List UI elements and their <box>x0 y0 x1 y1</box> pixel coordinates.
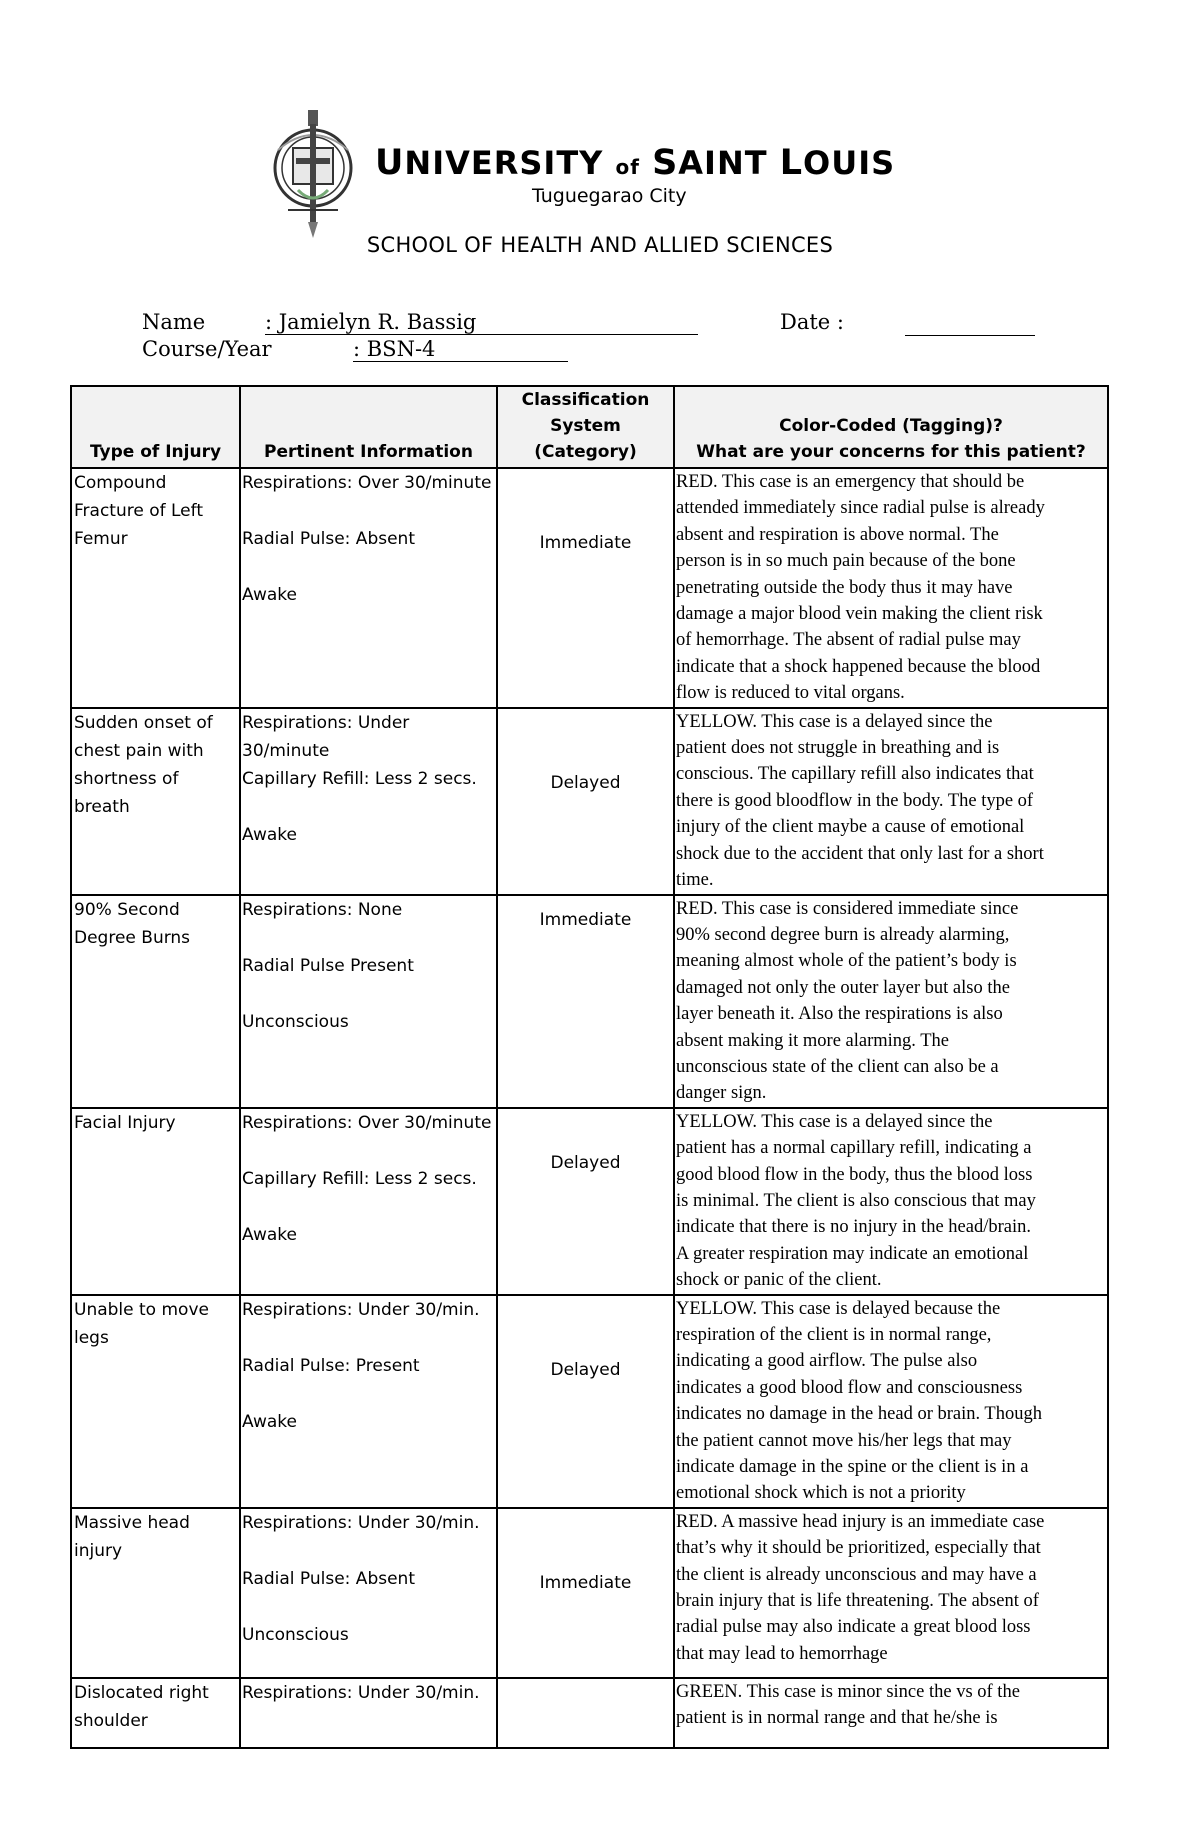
cell-classification <box>497 1108 674 1295</box>
concern-line: GREEN. This case is minor since the vs of the <box>676 1681 1020 1702</box>
category-value: Delayed <box>550 772 621 793</box>
table-row <box>71 468 1108 708</box>
cell-pertinent-information <box>240 1295 497 1508</box>
cell-type-of-injury <box>71 1295 240 1508</box>
concern-line: damaged not only the outer layer but also the <box>676 977 1010 998</box>
pertinent-info-item: Awake <box>242 1224 297 1245</box>
concern-line: patient is in normal range and that he/she is <box>676 1708 998 1729</box>
concern-line: is minimal. The client is also conscious that may <box>676 1190 1036 1211</box>
concern-line: danger sign. <box>676 1083 767 1104</box>
concern-line: damage a major blood vein making the client risk <box>676 604 1043 625</box>
pertinent-info-item: Unconscious <box>242 1011 349 1032</box>
header-color-coded: Color-Coded (Tagging)? What are your concerns for this patient? <box>674 386 1108 468</box>
cell-classification <box>497 895 674 1108</box>
table-row <box>71 1295 1108 1508</box>
category-value: Immediate <box>539 1572 632 1593</box>
pertinent-info-item: Respirations: None <box>242 899 403 920</box>
concern-line: absent making it more alarming. The <box>676 1030 949 1051</box>
concern-line: that’s why it should be prioritized, especially that <box>676 1538 1041 1559</box>
cell-concerns <box>674 895 1108 1108</box>
category-value: Immediate <box>539 533 632 553</box>
cell-classification <box>497 468 674 708</box>
pertinent-info-item: Respirations: Under 30/min. <box>242 1682 480 1703</box>
name-value: : Jamielyn R. Bassig <box>265 310 698 335</box>
pertinent-info-item: Radial Pulse Present <box>242 955 414 976</box>
cell-pertinent-information <box>240 895 497 1108</box>
pertinent-info-item: Respirations: Under 30/min. <box>242 1299 480 1320</box>
university-seal-logo <box>268 110 358 240</box>
concern-line: indicate that there is no injury in the head/brain. <box>676 1217 1031 1238</box>
concern-line: that may lead to hemorrhage <box>676 1643 888 1664</box>
concern-line: absent and respiration is above normal. The <box>676 524 999 545</box>
concern-line: A greater respiration may indicate an emotional <box>676 1243 1029 1264</box>
category-value: Immediate <box>539 909 632 930</box>
cell-classification <box>497 708 674 895</box>
injury-line: 90% Second <box>74 899 180 920</box>
concern-line: attended immediately since radial pulse is already <box>676 498 1045 519</box>
concern-line: respiration of the client is in normal range, <box>676 1325 992 1345</box>
concern-line: RED. A massive head injury is an immediate case <box>676 1511 1045 1532</box>
injury-line: Massive head <box>74 1512 190 1533</box>
name-label: Name <box>142 310 206 334</box>
concern-line: patient has a normal capillary refill, indicating a <box>676 1138 1032 1159</box>
injury-line: Unable to move <box>74 1299 209 1320</box>
cell-concerns <box>674 468 1108 708</box>
triage-table <box>70 385 1109 1749</box>
date-label: Date : <box>780 310 844 334</box>
concern-line: indicating a good airflow. The pulse also <box>676 1351 978 1372</box>
injury-line: Compound <box>74 473 167 493</box>
pertinent-info-item: Respirations: Over 30/minute <box>242 473 492 493</box>
cell-pertinent-information <box>240 708 497 895</box>
concern-line: brain injury that is life threatening. The absent of <box>676 1591 1039 1612</box>
cell-concerns <box>674 708 1108 895</box>
cell-concerns <box>674 1678 1108 1748</box>
concern-line: unconscious state of the client can also be a <box>676 1056 999 1077</box>
injury-line: chest pain with <box>74 740 204 761</box>
concern-line: meaning almost whole of the patient’s body is <box>676 951 1017 972</box>
injury-line: Sudden onset of <box>74 712 213 733</box>
header-pertinent-information: Pertinent Information <box>240 386 497 468</box>
course-value: : BSN-4 <box>353 337 568 362</box>
concern-line: person is in so much pain because of the bone <box>676 551 1016 572</box>
table-row <box>71 708 1108 895</box>
pertinent-info-item: Radial Pulse: Present <box>242 1355 420 1376</box>
date-value <box>905 310 1035 336</box>
table-row <box>71 1508 1108 1678</box>
cell-pertinent-information <box>240 468 497 708</box>
concern-line: RED. This case is an emergency that should be <box>676 472 1025 492</box>
concern-line: radial pulse may also indicate a great blood loss <box>676 1617 1031 1638</box>
concern-line: shock due to the accident that only last for a short <box>676 843 1044 864</box>
concern-line: of hemorrhage. The absent of radial pulse may <box>676 630 1021 651</box>
concern-line: indicates a good blood flow and consciousness <box>676 1377 1023 1398</box>
cell-type-of-injury <box>71 1678 240 1748</box>
injury-line: Degree Burns <box>74 927 191 948</box>
concern-line: emotional shock which is not a priority <box>676 1483 966 1504</box>
pertinent-info-item: Radial Pulse: Absent <box>242 1568 415 1589</box>
concern-line: layer beneath it. Also the respirations is also <box>676 1004 1003 1025</box>
header-classification: Classification System (Category) <box>497 386 674 468</box>
cell-pertinent-information <box>240 1508 497 1678</box>
concern-line: the client is already unconscious and may have a <box>676 1564 1037 1585</box>
city: Tuguegarao City <box>532 185 687 207</box>
injury-line: shortness of <box>74 768 179 789</box>
injury-line: Dislocated right <box>74 1682 209 1703</box>
table-header-row <box>71 386 1108 468</box>
category-value: Delayed <box>550 1359 621 1380</box>
concern-line: there is good bloodflow in the body. The type of <box>676 790 1034 811</box>
injury-line: Facial Injury <box>74 1112 176 1133</box>
concern-line: conscious. The capillary refill also indicates that <box>676 764 1034 785</box>
cell-concerns <box>674 1108 1108 1295</box>
cell-pertinent-information <box>240 1678 497 1748</box>
concern-line: YELLOW. This case is a delayed since the <box>676 711 993 732</box>
concern-line: time. <box>676 870 714 891</box>
injury-line: Femur <box>74 529 128 549</box>
cell-type-of-injury <box>71 1508 240 1678</box>
cell-type-of-injury <box>71 468 240 708</box>
table-row <box>71 1108 1108 1295</box>
pertinent-info-item: Capillary Refill: Less 2 secs. <box>242 768 477 789</box>
school-name: SCHOOL OF HEALTH AND ALLIED SCIENCES <box>366 233 834 257</box>
cell-type-of-injury <box>71 1108 240 1295</box>
concern-line: RED. This case is considered immediate since <box>676 898 1019 919</box>
pertinent-info-item: Respirations: Over 30/minute <box>242 1112 492 1133</box>
concern-line: 90% second degree burn is already alarming, <box>676 924 1010 945</box>
injury-line: legs <box>74 1327 109 1348</box>
table-row <box>71 1678 1108 1748</box>
header-type-of-injury: Type of Injury <box>71 386 240 468</box>
concern-line: YELLOW. This case is delayed because the <box>676 1298 1001 1319</box>
cell-classification <box>497 1678 674 1748</box>
injury-line: Fracture of Left <box>74 501 203 521</box>
concern-line: YELLOW. This case is a delayed since the <box>676 1111 993 1132</box>
concern-line: shock or panic of the client. <box>676 1270 882 1291</box>
pertinent-info-item: Awake <box>242 1411 297 1432</box>
cell-concerns <box>674 1295 1108 1508</box>
pertinent-info-item: Capillary Refill: Less 2 secs. <box>242 1168 477 1189</box>
pertinent-info-item: Respirations: Under 30/minute <box>242 712 410 761</box>
cell-classification <box>497 1295 674 1508</box>
cell-concerns <box>674 1508 1108 1678</box>
cell-pertinent-information <box>240 1108 497 1295</box>
concern-line: flow is reduced to vital organs. <box>676 683 905 704</box>
pertinent-info-item: Radial Pulse: Absent <box>242 529 415 549</box>
concern-line: the patient cannot move his/her legs that may <box>676 1430 1012 1451</box>
pertinent-info-item: Awake <box>242 824 297 845</box>
pertinent-info-item: Unconscious <box>242 1624 349 1645</box>
concern-line: patient does not struggle in breathing and is <box>676 738 1000 759</box>
cell-classification <box>497 1508 674 1678</box>
category-value <box>498 1679 673 1689</box>
concern-line: injury of the client maybe a cause of emotional <box>676 817 1025 838</box>
concern-line: good blood flow in the body, thus the blood loss <box>676 1164 1033 1185</box>
course-label: Course/Year <box>142 337 272 361</box>
concern-line: penetrating outside the body thus it may have <box>676 577 1013 598</box>
cell-type-of-injury <box>71 895 240 1108</box>
concern-line: indicate damage in the spine or the client is in a <box>676 1457 1029 1478</box>
university-name: UNIVERSITY of SAINT LOUIS <box>375 143 896 183</box>
pertinent-info-item: Awake <box>242 585 297 605</box>
injury-line: shoulder <box>74 1710 148 1731</box>
cell-type-of-injury <box>71 708 240 895</box>
injury-line: injury <box>74 1540 123 1561</box>
injury-line: breath <box>74 796 130 817</box>
table-row <box>71 895 1108 1108</box>
category-value: Delayed <box>550 1152 621 1173</box>
pertinent-info-item: Respirations: Under 30/min. <box>242 1512 480 1533</box>
concern-line: indicates no damage in the head or brain. Though <box>676 1404 1042 1425</box>
concern-line: indicate that a shock happened because the blood <box>676 656 1041 677</box>
